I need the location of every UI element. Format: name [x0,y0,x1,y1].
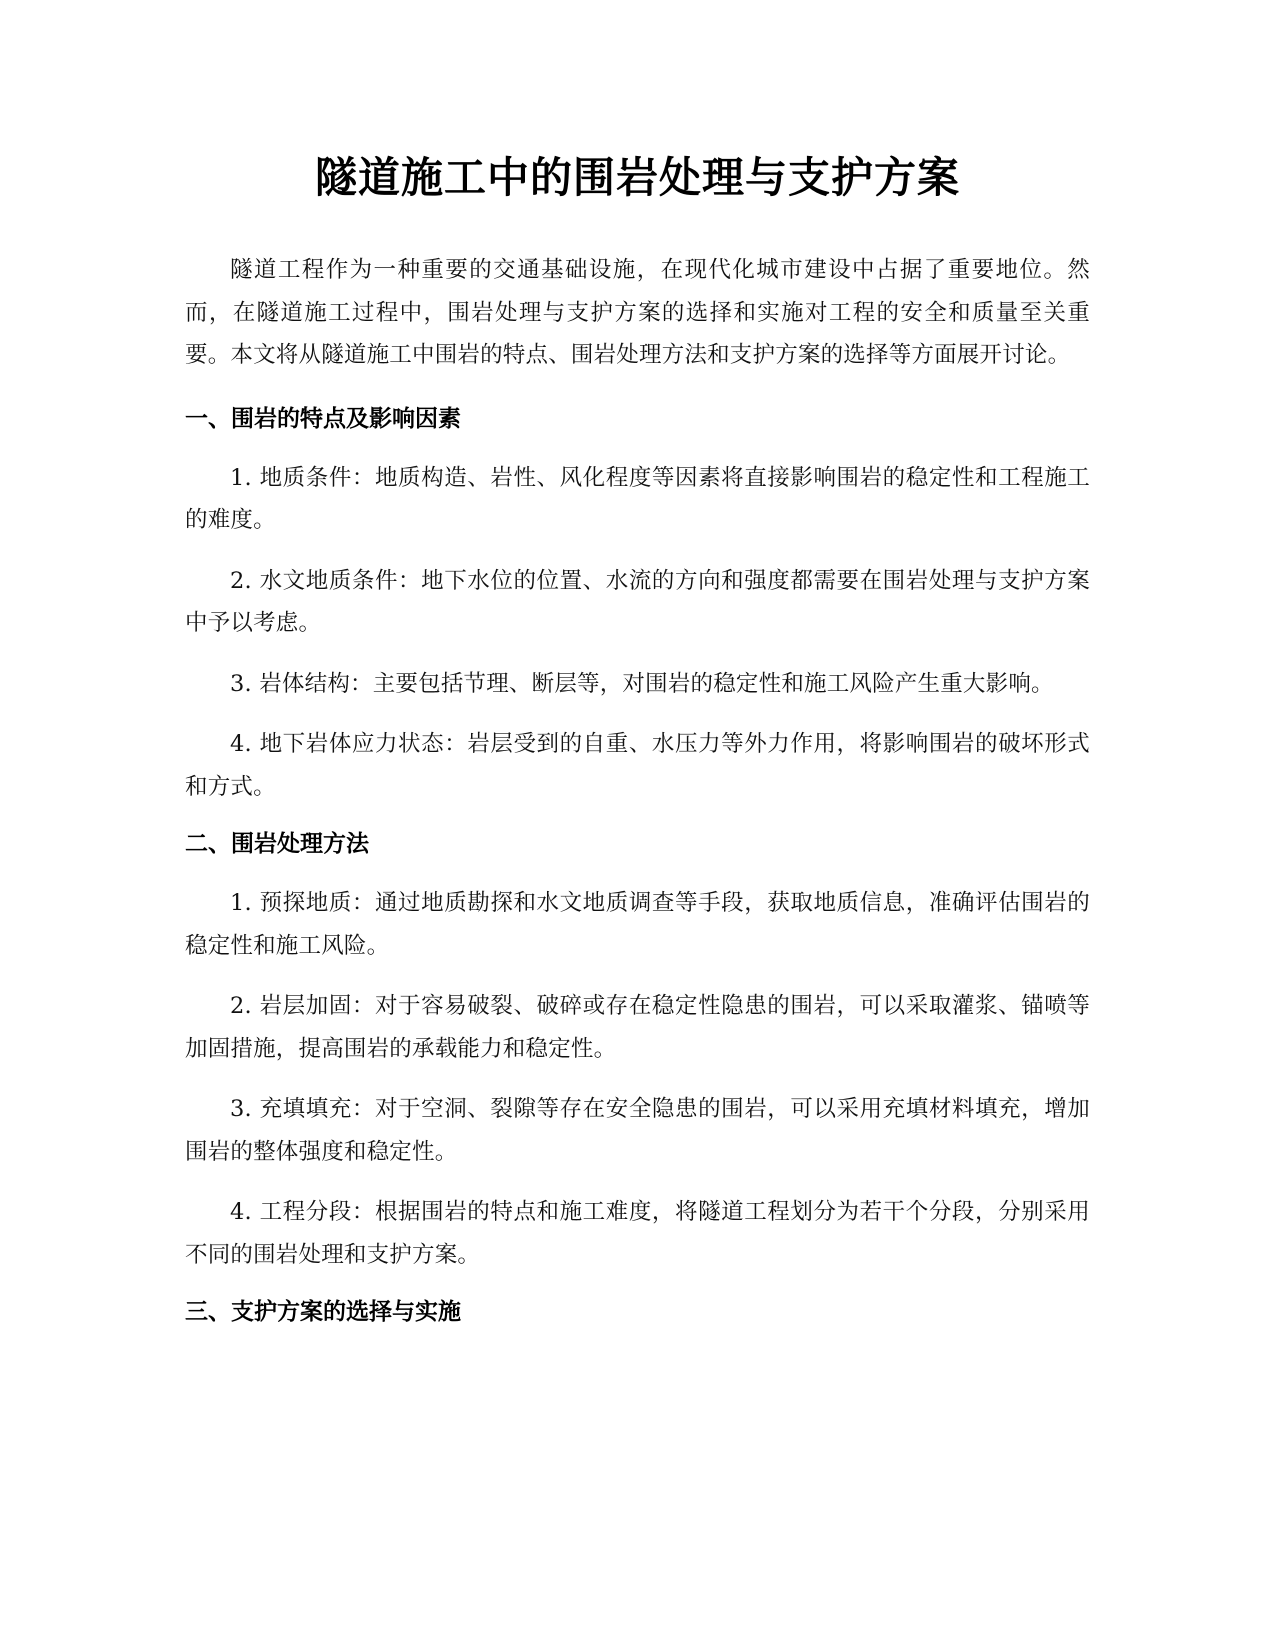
list-item: 3. 充填填充：对于空洞、裂隙等存在安全隐患的围岩，可以采用充填材料填充，增加围岩的整体强度和稳定性。 [185,1096,1090,1165]
list-item: 4. 地下岩体应力状态：岩层受到的自重、水压力等外力作用，将影响围岩的破坏形式和方式。 [185,731,1090,800]
section-heading-3: 三、支护方案的选择与实施 [185,1299,461,1325]
list-item: 1. 预探地质：通过地质勘探和水文地质调查等手段，获取地质信息，准确评估围岩的稳定性和施工风险。 [185,890,1090,959]
list-item: 2. 水文地质条件：地下水位的位置、水流的方向和强度都需要在围岩处理与支护方案中予以考虑。 [185,567,1090,636]
section-2-list [185,882,1090,1276]
document-title: 隧道施工中的围岩处理与支护方案 [314,153,960,202]
list-item: 3. 岩体结构：主要包括节理、断层等，对围岩的稳定性和施工风险产生重大影响。 [230,670,1054,697]
section-heading-2: 二、围岩处理方法 [185,831,369,857]
section-heading-1: 一、围岩的特点及影响因素 [185,405,461,432]
document-body [185,148,1090,1332]
list-item: 1. 地质条件：地质构造、岩性、风化程度等因素将直接影响围岩的稳定性和工程施工的难度。 [185,464,1090,533]
list-item: 4. 工程分段：根据围岩的特点和施工难度，将隧道工程划分为若干个分段，分别采用不同的围岩处理和支护方案。 [185,1199,1090,1268]
section-1-list [185,457,1090,809]
list-item: 2. 岩层加固：对于容易破裂、破碎或存在稳定性隐患的围岩，可以采取灌浆、锚喷等加固措施，提高围岩的承载能力和稳定性。 [185,993,1090,1062]
intro-paragraph: 隧道工程作为一种重要的交通基础设施，在现代化城市建设中占据了重要地位。然而，在隧道施工过程中，围岩处理与支护方案的选择和实施对工程的安全和质量至关重要。本文将从隧道施工中围岩的特点、围岩处理方法和支护方案的选择等方面展开讨论。 [185,257,1090,368]
